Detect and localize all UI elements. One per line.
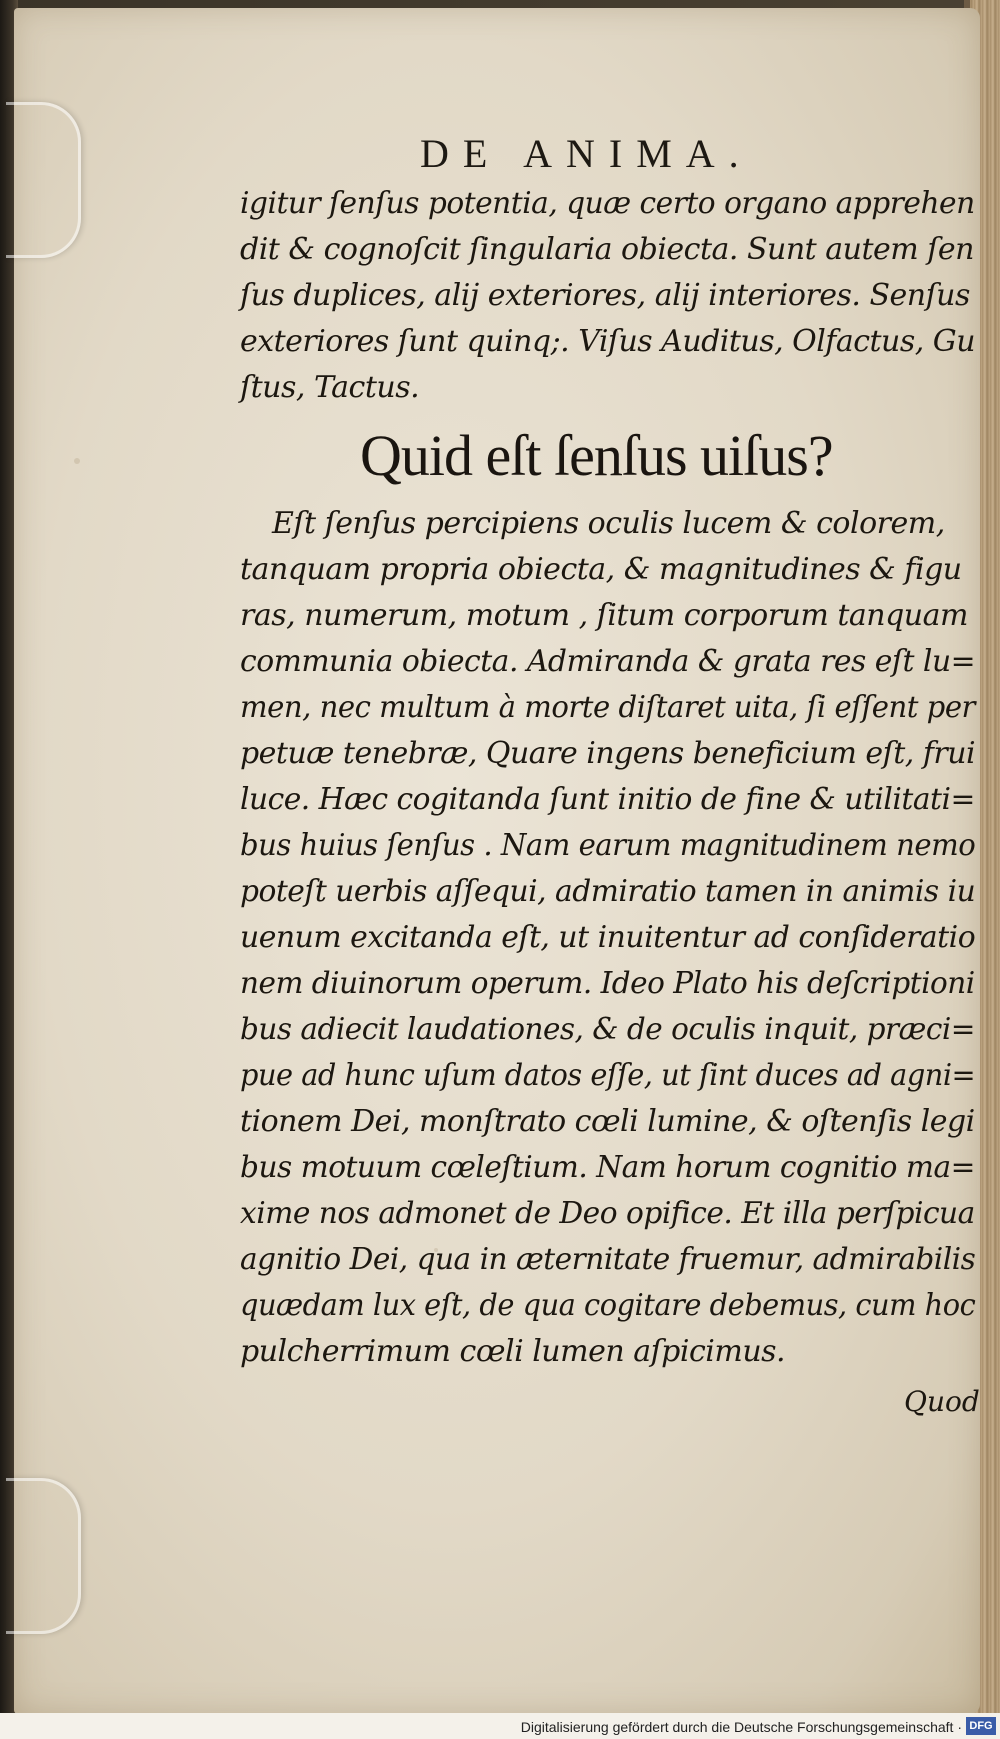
section-heading: Quid eſt ſenſus uiſus? bbox=[360, 423, 833, 488]
catchword: Quod bbox=[904, 1385, 980, 1418]
body-line: bus adiecit laudationes, & de oculis inquit, præci= bbox=[240, 1012, 976, 1047]
body-line: xime nos admonet de Deo opifice. Et illa perſpicua bbox=[240, 1196, 975, 1231]
body-line: tionem Dei, monſtrato cœli lumine, & oſtenſis legi bbox=[240, 1104, 975, 1139]
intro-line: dit & cognoſcit ſingularia obiecta. Sunt autem ſen bbox=[240, 232, 974, 267]
running-head: DE ANIMA. bbox=[420, 131, 753, 176]
body-line: Eſt ſenſus percipiens oculis lucem & colorem, bbox=[272, 506, 945, 541]
body-line: nem diuinorum operum. Ideo Plato his deſcriptioni bbox=[240, 966, 975, 1001]
intro-line: exteriores ſunt quinq;. Viſus Auditus, Olfactus, Gu bbox=[240, 324, 975, 359]
body-line: ras, numerum, motum , ſitum corporum tanquam bbox=[240, 598, 968, 633]
clasp-ring-top bbox=[6, 102, 81, 258]
body-line: luce. Hæc cogitanda ſunt initio de fine & utilitati= bbox=[240, 782, 975, 817]
body-line: uenum excitanda eſt, ut inuitentur ad conſideratio bbox=[240, 920, 976, 955]
body-line: petuæ tenebræ, Quare ingens beneficium eſt, frui bbox=[240, 736, 976, 771]
body-line: bus motuum cœleſtium. Nam horum cognitio ma= bbox=[240, 1150, 975, 1185]
body-line: pue ad hunc uſum datos eſſe, ut ſint duces ad agni= bbox=[240, 1058, 976, 1093]
digitization-footer bbox=[0, 1713, 1000, 1739]
body-line: quædam lux eſt, de qua cogitare debemus, cum hoc bbox=[240, 1288, 976, 1323]
body-line: pulcherrimum cœli lumen aſpicimus. bbox=[240, 1334, 786, 1369]
dfg-logo: DFG bbox=[966, 1717, 996, 1735]
funding-credit: Digitalisierung gefördert durch die Deutsche Forschungsgemeinschaft · bbox=[520, 1719, 962, 1735]
body-line: agnitio Dei, qua in æternitate fruemur, admirabilis bbox=[240, 1242, 976, 1277]
intro-line: igitur ſenſus potentia, quæ certo organo apprehen bbox=[240, 186, 975, 221]
body-line: tanquam propria obiecta, & magnitudines & figu bbox=[240, 552, 962, 587]
intro-line: ſtus, Tactus. bbox=[240, 370, 420, 405]
paper-spot bbox=[74, 458, 80, 464]
intro-line: ſus duplices, alij exteriores, alij interiores. Senſus bbox=[240, 278, 970, 313]
clasp-ring-bottom bbox=[6, 1478, 81, 1634]
body-line: men, nec multum à morte diſtaret uita, ſi eſſent per bbox=[240, 690, 975, 725]
body-line: communia obiecta. Admiranda & grata res eſt lu= bbox=[240, 644, 976, 679]
body-line: poteſt uerbis aſſequi, admiratio tamen in animis iu bbox=[240, 874, 976, 909]
body-line: bus huius ſenſus . Nam earum magnitudinem nemo bbox=[240, 828, 976, 863]
